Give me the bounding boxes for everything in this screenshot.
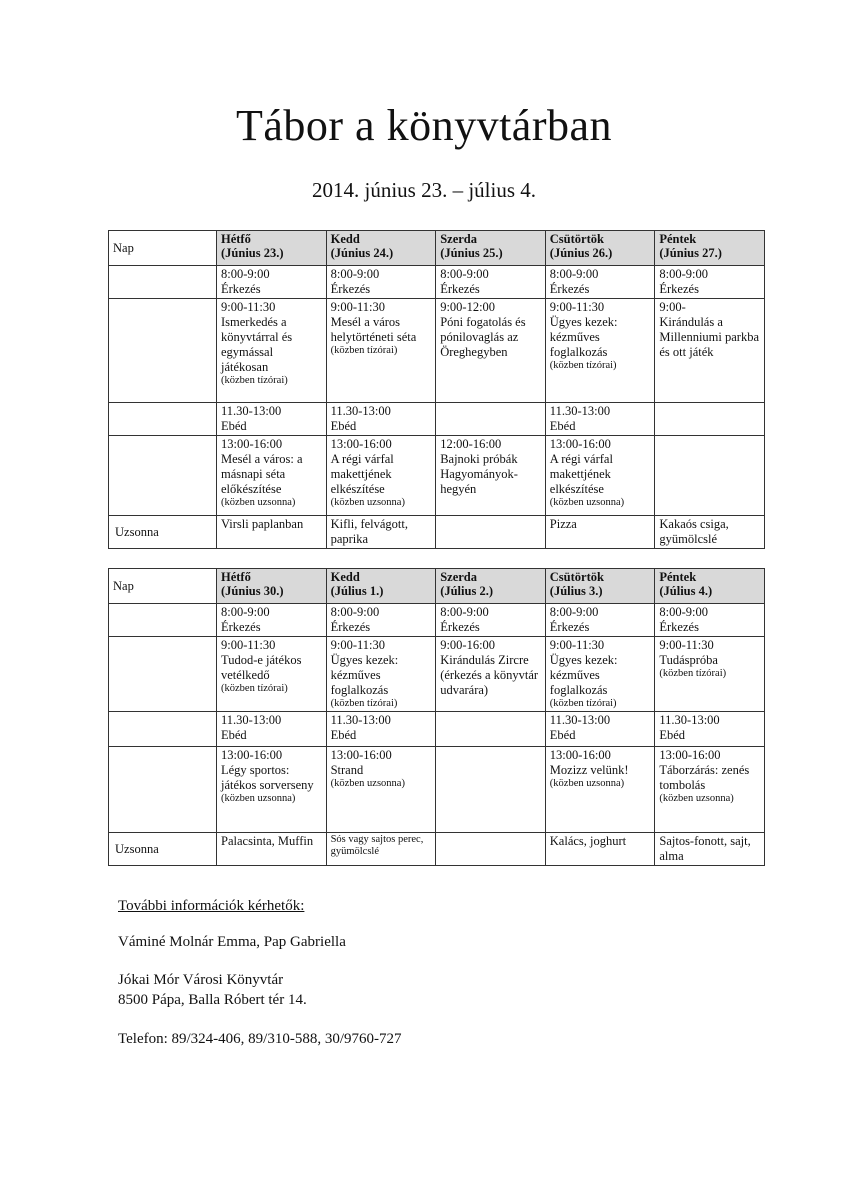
cell-line: 11.30-13:00: [549, 713, 611, 727]
day-name: Kedd: [330, 232, 360, 246]
cell-line: Ebéd: [330, 728, 357, 742]
snack-note: (közben uzsonna): [659, 793, 734, 804]
schedule-cell: [545, 604, 655, 637]
cell-line: (közben tízórai): [221, 375, 288, 386]
day-header: [655, 231, 765, 266]
uzsonna-label: Uzsonna: [109, 833, 217, 866]
cell-line: 13:00-16:00: [549, 437, 611, 451]
schedule-cell: [326, 712, 436, 747]
schedule-cell: [436, 604, 546, 637]
row-label-empty: [109, 637, 217, 712]
snack-cell: Pizza: [545, 516, 655, 549]
cell-line: 11.30-13:00: [330, 404, 391, 418]
day-date: (Június 27.): [659, 246, 722, 260]
cell-line: Ismerkedés a könyvtárral és egymással játékosan: [221, 315, 293, 374]
cell-line: Mesél a város helytörténeti séta: [330, 315, 417, 344]
day-header: [217, 231, 327, 266]
uzsonna-label: Uzsonna: [109, 516, 217, 549]
schedule-cell: [326, 299, 436, 403]
cell-line: Érkezés: [549, 282, 590, 296]
day-header: [326, 231, 436, 266]
day-date: (Július 4.): [659, 584, 713, 598]
cell-line: Ebéd: [549, 419, 576, 433]
cell-line: 8:00-9:00: [659, 267, 708, 281]
cell-line: 8:00-9:00: [221, 267, 270, 281]
header-row: [109, 231, 765, 266]
cell-line: 11.30-13:00: [549, 404, 611, 418]
schedule-row: [109, 266, 765, 299]
cell-line: 11.30-13:00: [659, 713, 720, 727]
cell-line: 13:00-16:00: [549, 748, 611, 762]
day-header: [545, 569, 655, 604]
day-date: (Június 30.): [221, 584, 284, 598]
day-header: [436, 569, 546, 604]
schedule-cell: [545, 712, 655, 747]
snack-note: (közben uzsonna): [330, 497, 405, 508]
cell-line: 9:00-11:30: [221, 638, 276, 652]
cell-line: 8:00-9:00: [330, 605, 380, 619]
snack-cell: Sajtos-fonott, sajt, alma: [655, 833, 765, 866]
schedule-cell: [545, 747, 655, 833]
snack-cell: Kakaós csiga, gyümölcslé: [655, 516, 765, 549]
schedule-cell: [326, 403, 436, 436]
day-header: [436, 231, 546, 266]
cell-line: 8:00-9:00: [659, 605, 708, 619]
cell-line: 9:00-11:30: [330, 638, 385, 652]
schedule-cell: [217, 266, 327, 299]
schedule-cell: [217, 712, 327, 747]
snack-cell: [436, 516, 546, 549]
cell-line: Ügyes kezek: kézműves foglalkozás: [330, 653, 399, 697]
day-header: [545, 231, 655, 266]
cell-line: 9:00-11:30: [659, 638, 714, 652]
day-date: (Június 25.): [440, 246, 503, 260]
schedule-row: [109, 712, 765, 747]
cell-line: 8:00-9:00: [549, 267, 599, 281]
cell-line: 9:00-16:00: [440, 638, 496, 652]
cell-line: Érkezés: [221, 282, 261, 296]
schedule-cell: [655, 403, 765, 436]
schedule-table-week-1: [108, 230, 765, 549]
schedule-row: [109, 604, 765, 637]
snack-cell: Virsli paplanban: [217, 516, 327, 549]
day-header: [655, 569, 765, 604]
day-name: Péntek: [659, 570, 697, 584]
day-date: (Július 3.): [549, 584, 603, 598]
cell-line: (közben tízórai): [330, 698, 398, 709]
day-name: Kedd: [330, 570, 360, 584]
page-title: Tábor a könyvtárban: [235, 101, 613, 150]
schedule-cell: [326, 604, 436, 637]
schedule-cell: [436, 266, 546, 299]
cell-line: Érkezés: [549, 620, 590, 634]
cell-line: Ebéd: [659, 728, 686, 742]
cell-line: Tudáspróba: [659, 653, 718, 667]
cell-line: Érkezés: [659, 620, 699, 634]
cell-line: Érkezés: [659, 282, 699, 296]
schedule-cell: [655, 712, 765, 747]
day-date: (Június 26.): [549, 246, 613, 260]
schedule-cell: [217, 747, 327, 833]
cell-line: (közben tízórai): [549, 360, 617, 371]
schedule-cell: [436, 712, 546, 747]
cell-line: Ebéd: [221, 728, 247, 742]
cell-line: Érkezés: [330, 620, 371, 634]
schedule-row: [109, 637, 765, 712]
day-name: Szerda: [440, 570, 477, 584]
cell-line: Ügyes kezek: kézműves foglalkozás: [549, 315, 618, 359]
cell-line: 9:00-11:30: [549, 638, 605, 652]
cell-line: Táborzárás: zenés tombolás: [659, 763, 750, 792]
schedule-row: [109, 747, 765, 833]
cell-line: 11.30-13:00: [221, 713, 282, 727]
schedule-cell: [655, 604, 765, 637]
day-date: (Június 23.): [221, 246, 284, 260]
schedule-cell: [436, 436, 546, 516]
row-label-empty: [109, 266, 217, 299]
schedule-cell: [655, 436, 765, 516]
snack-cell: Kifli, felvágott, paprika: [326, 516, 436, 549]
row-label-empty: [109, 403, 217, 436]
day-name: Csütörtök: [549, 570, 604, 584]
cell-line: 13:00-16:00: [221, 748, 283, 762]
snack-note: (közben uzsonna): [221, 497, 296, 508]
cell-line: A régi várfal makettjének elkészítése: [330, 452, 394, 496]
cell-line: 9:00-11:30: [549, 300, 605, 314]
row-label-empty: [109, 747, 217, 833]
cell-line: 9:00-12:00: [440, 300, 496, 314]
cell-line: Érkezés: [330, 282, 371, 296]
schedule-cell: [545, 436, 655, 516]
cell-line: 13:00-16:00: [221, 437, 283, 451]
schedule-cell: [326, 436, 436, 516]
cell-line: 13:00-16:00: [330, 748, 392, 762]
cell-line: 8:00-9:00: [330, 267, 380, 281]
schedule-row: [109, 299, 765, 403]
schedule-cell: [545, 299, 655, 403]
snack-cell: Sós vagy sajtos perec, gyümölcslé: [326, 833, 436, 866]
schedule-cell: [655, 266, 765, 299]
cell-line: A régi várfal makettjének elkészítése: [549, 452, 613, 496]
uzsonna-row: [109, 833, 765, 866]
day-date: (Július 2.): [440, 584, 493, 598]
date-range: 2014. június 23. – július 4.: [311, 178, 537, 202]
cell-line: (közben tízórai): [330, 345, 398, 356]
cell-line: Érkezés: [221, 620, 261, 634]
schedule-cell: [217, 436, 327, 516]
schedule-cell: [217, 637, 327, 712]
cell-line: Tudod-e játékos vetélkedő: [221, 653, 302, 682]
snack-note: (közben uzsonna): [330, 778, 405, 789]
cell-line: Ebéd: [549, 728, 576, 742]
schedule-cell: [545, 637, 655, 712]
schedule-cell: [545, 403, 655, 436]
schedule-cell: [326, 266, 436, 299]
cell-line: Mesél a város: a másnapi séta előkészítése: [221, 452, 303, 496]
uzsonna-row: [109, 516, 765, 549]
schedule-cell: [545, 266, 655, 299]
cell-line: (közben tízórai): [659, 668, 727, 679]
schedule-row: [109, 436, 765, 516]
schedule-row: [109, 403, 765, 436]
schedule-cell: [436, 747, 546, 833]
contact-names: Váminé Molnár Emma, Pap Gabriella: [118, 934, 346, 950]
schedule-cell: [436, 637, 546, 712]
cell-line: 9:00-11:30: [221, 300, 276, 314]
day-header: [326, 569, 436, 604]
day-header: [217, 569, 327, 604]
schedule-cell: [326, 637, 436, 712]
cell-line: (közben tízórai): [221, 683, 288, 694]
schedule-table-week-2: [108, 568, 765, 866]
day-name: Hétfő: [221, 232, 251, 246]
nap-label: Nap: [109, 231, 217, 266]
cell-line: 11.30-13:00: [330, 713, 391, 727]
row-label-empty: [109, 712, 217, 747]
nap-label: Nap: [109, 569, 217, 604]
header-row: [109, 569, 765, 604]
phone-numbers: Telefon: 89/324-406, 89/310-588, 30/9760-727: [118, 1031, 402, 1047]
snack-note: (közben uzsonna): [549, 497, 625, 508]
cell-line: Póni fogatolás és pónilovaglás az Öreghegyben: [440, 315, 526, 359]
cell-line: Ebéd: [330, 419, 357, 433]
cell-line: 13:00-16:00: [330, 437, 392, 451]
cell-line: 12:00-16:00: [440, 437, 502, 451]
day-name: Hétfő: [221, 570, 251, 584]
schedule-cell: [436, 403, 546, 436]
schedule-cell: [326, 747, 436, 833]
cell-line: 8:00-9:00: [549, 605, 599, 619]
cell-line: Kirándulás a Millenniumi parkba és ott játék: [659, 315, 760, 359]
snack-note: (közben uzsonna): [549, 778, 625, 789]
snack-cell: Kalács, joghurt: [545, 833, 655, 866]
row-label-empty: [109, 604, 217, 637]
cell-line: Légy sportos: játékos sorverseny: [221, 763, 314, 792]
day-date: (Július 1.): [330, 584, 384, 598]
cell-line: Érkezés: [440, 282, 480, 296]
cell-line: 8:00-9:00: [440, 267, 489, 281]
cell-line: (közben tízórai): [549, 698, 617, 709]
cell-line: Ebéd: [221, 419, 247, 433]
day-date: (Június 24.): [330, 246, 394, 260]
library-name: Jókai Mór Városi Könyvtár: [118, 972, 284, 988]
snack-cell: Palacsinta, Muffin: [217, 833, 327, 866]
schedule-cell: [655, 637, 765, 712]
schedule-cell: [217, 604, 327, 637]
cell-line: 9:00-: [659, 300, 686, 314]
cell-line: 11.30-13:00: [221, 404, 282, 418]
cell-line: 8:00-9:00: [440, 605, 489, 619]
snack-cell: [436, 833, 546, 866]
schedule-cell: [217, 299, 327, 403]
cell-line: Érkezés: [440, 620, 480, 634]
schedule-cell: [655, 747, 765, 833]
day-name: Szerda: [440, 232, 477, 246]
info-heading: További információk kérhetők:: [118, 898, 305, 914]
day-name: Péntek: [659, 232, 697, 246]
snack-note: (közben uzsonna): [221, 793, 296, 804]
cell-line: 13:00-16:00: [659, 748, 721, 762]
schedule-cell: [436, 299, 546, 403]
cell-line: 9:00-11:30: [330, 300, 385, 314]
library-address: 8500 Pápa, Balla Róbert tér 14.: [118, 992, 307, 1008]
cell-line: Strand: [330, 763, 364, 777]
cell-line: Mozizz velünk!: [549, 763, 629, 777]
cell-line: 8:00-9:00: [221, 605, 270, 619]
day-name: Csütörtök: [549, 232, 604, 246]
row-label-empty: [109, 299, 217, 403]
cell-line: Ügyes kezek: kézműves foglalkozás: [549, 653, 618, 697]
cell-line: Kirándulás Zircre (érkezés a könyvtár udvarára): [440, 653, 539, 697]
cell-line: Bajnoki próbák Hagyományok-hegyén: [440, 452, 518, 496]
schedule-cell: [217, 403, 327, 436]
schedule-cell: [655, 299, 765, 403]
row-label-empty: [109, 436, 217, 516]
